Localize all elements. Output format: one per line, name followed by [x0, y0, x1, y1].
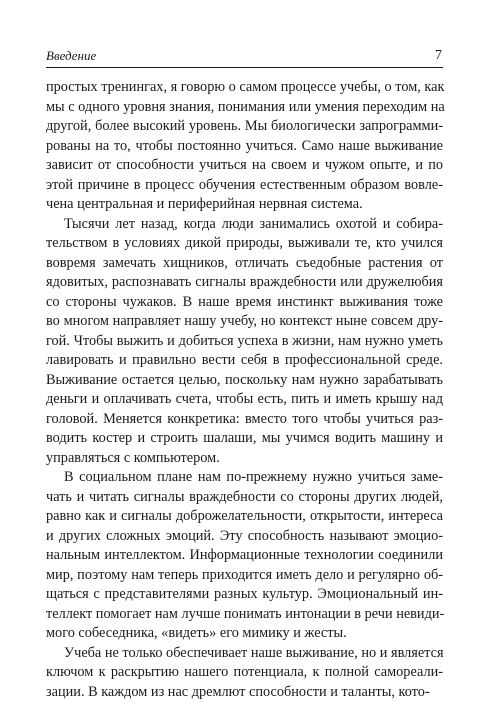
book-page [46, 48, 443, 702]
text-line: нальным интеллектом. Информационные технологии соединили [46, 546, 443, 566]
body-text [46, 78, 443, 702]
text-line: равно как и сигналы доброжелательности, открытости, интереса [46, 507, 443, 527]
text-line: со стороны чужаков. В наше время инстинкт выживания тоже [46, 293, 443, 313]
text-line: мир, поэтому нам теперь приходится иметь дело и регулярно об- [46, 566, 443, 586]
text-line: другой, более высокий уровень. Мы биологически запрограмми- [46, 117, 443, 137]
text-line: чена центральная и периферийная нервная система. [46, 195, 443, 215]
text-line: деньги и оплачивать счета, чтобы есть, пить и иметь крышу над [46, 390, 443, 410]
text-line: мы с одного уровня знания, понимания или умения переходим на [46, 98, 443, 118]
text-line: ключом к раскрытию нашего потенциала, к полной самореали- [46, 663, 443, 683]
text-line: теллект помогает нам лучше понимать интонации в речи невиди- [46, 605, 443, 625]
text-line: лавировать и правильно вести себя в профессиональной среде. [46, 351, 443, 371]
text-line: этой причине в процесс обучения естественным образом вовле- [46, 176, 443, 196]
page-number: 7 [435, 48, 443, 63]
text-line: Тысячи лет назад, когда люди занимались охотой и собира- [46, 215, 443, 235]
text-line: В социальном плане нам по-прежнему нужно учиться заме- [46, 468, 443, 488]
text-line: рованы на то, чтобы постоянно учиться. Само наше выживание [46, 137, 443, 157]
text-line: тельством в условиях дикой природы, выживали те, кто учился [46, 234, 443, 254]
text-line: чать и читать сигналы враждебности со стороны других людей, [46, 488, 443, 508]
text-line: зации. В каждом из нас дремлют способности и таланты, кото- [46, 683, 443, 702]
text-line: мого собеседника, «видеть» его мимику и жесты. [46, 624, 443, 644]
paragraph [46, 215, 443, 469]
running-header [46, 48, 443, 68]
text-line: ядовитых, распознавать сигналы враждебности или дружелюбия [46, 273, 443, 293]
text-line: гой. Чтобы выжить и добиться успеха в жизни, нам нужно уметь [46, 332, 443, 352]
text-line: простых тренингах, я говорю о самом процессе учебы, о том, как [46, 78, 443, 98]
text-line: и других сложных эмоций. Эту способность называют эмоцио- [46, 527, 443, 547]
paragraph [46, 644, 443, 702]
section-title: Введение [46, 48, 96, 63]
paragraph [46, 468, 443, 644]
text-line: вовремя замечать хищников, отличать съедобные растения от [46, 254, 443, 274]
text-line: зависит от способности учиться на своем и чужом опыте, и по [46, 156, 443, 176]
text-line: Учеба не только обеспечивает наше выживание, но и является [46, 644, 443, 664]
text-line: водить костер и строить шалаши, мы учимся водить машину и [46, 429, 443, 449]
text-line: управляться с компьютером. [46, 449, 443, 469]
text-line: щаться с представителями разных культур. Эмоциональный ин- [46, 585, 443, 605]
text-line: Выживание остается целью, поскольку нам нужно зарабатывать [46, 371, 443, 391]
text-line: во многом направляет нашу учебу, но контекст ныне совсем дру- [46, 312, 443, 332]
paragraph [46, 78, 443, 215]
text-line: головой. Меняется конкретика: вместо того чтобы учиться раз- [46, 410, 443, 430]
